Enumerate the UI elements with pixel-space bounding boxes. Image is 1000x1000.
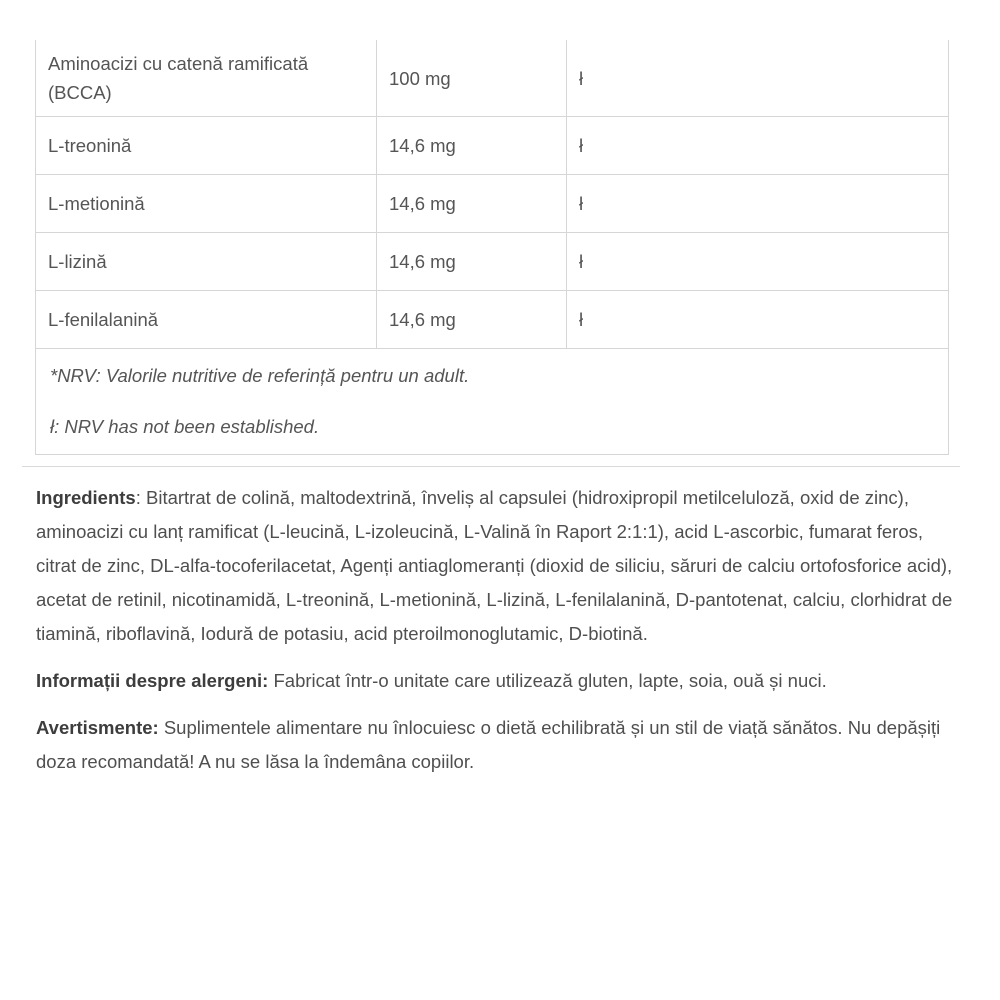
nutrition-table xyxy=(35,40,949,455)
table-notes-row xyxy=(36,349,949,455)
nutrient-nrv: ł xyxy=(567,175,949,233)
table-row xyxy=(36,175,949,233)
allergens-paragraph xyxy=(36,664,956,698)
nutrient-name: L-treonină xyxy=(36,117,377,175)
ingredients-text: : Bitartrat de colină, maltodextrină, înveliș al capsulei (hidroxipropil metilceluloză, oxid de zinc), aminoacizi cu lanț ramificat (L-leucină, L-izoleucină, L-Valină în Raport 2:1:1), acid L-ascorbic, fumarat feros, citrat de zinc, DL-alfa-tocoferilacetat, Agenți antiaglomeranți (dioxid de siliciu, săruri de calciu ortofosforice acid), acetat de retinil, nicotinamidă, L-treonină, L-metionină, L-lizină, L-fenilalanină, D-pantotenat, calciu, clorhidrat de tiamină, riboflavină, Iodură de potasiu, acid pteroilmonoglutamic, D-biotină. xyxy=(36,487,953,644)
section-divider xyxy=(22,466,960,467)
nrv-note: *NRV: Valorile nutritive de referință pentru un adult. xyxy=(50,365,470,386)
nutrient-nrv: ł xyxy=(567,291,949,349)
nutrient-name: L-fenilalanină xyxy=(36,291,377,349)
nutrient-nrv: ł xyxy=(567,233,949,291)
nutrient-amount: 14,6 mg xyxy=(377,291,567,349)
ingredients-paragraph xyxy=(36,481,956,651)
table-notes xyxy=(36,349,949,455)
table-row xyxy=(36,233,949,291)
nutrient-name: L-metionină xyxy=(36,175,377,233)
warnings-paragraph xyxy=(36,711,956,779)
nutrient-name: L-lizină xyxy=(36,233,377,291)
nutrient-amount: 14,6 mg xyxy=(377,233,567,291)
nrv-not-established-note: ł: NRV has not been established. xyxy=(50,416,320,437)
nutrient-amount: 14,6 mg xyxy=(377,175,567,233)
warnings-label: Avertismente: xyxy=(36,717,159,738)
table-row xyxy=(36,291,949,349)
warnings-text: Suplimentele alimentare nu înlocuiesc o dietă echilibrată și un stil de viață sănătos. Nu depășiți doza recomandată! A nu se lăsa la îndemâna copiilor. xyxy=(36,717,941,772)
ingredients-label: Ingredients xyxy=(36,487,136,508)
nutrient-nrv: ł xyxy=(567,117,949,175)
allergens-label: Informații despre alergeni: xyxy=(36,670,269,691)
nutrient-amount: 100 mg xyxy=(377,40,567,117)
table-row xyxy=(36,40,949,117)
nutrient-name: Aminoacizi cu catenă ramificată (BCCA) xyxy=(36,40,377,117)
nutrient-amount: 14,6 mg xyxy=(377,117,567,175)
product-details xyxy=(36,481,956,792)
table-row xyxy=(36,117,949,175)
allergens-text: Fabricat într-o unitate care utilizează gluten, lapte, soia, ouă și nuci. xyxy=(268,670,827,691)
nutrient-nrv: ł xyxy=(567,40,949,117)
